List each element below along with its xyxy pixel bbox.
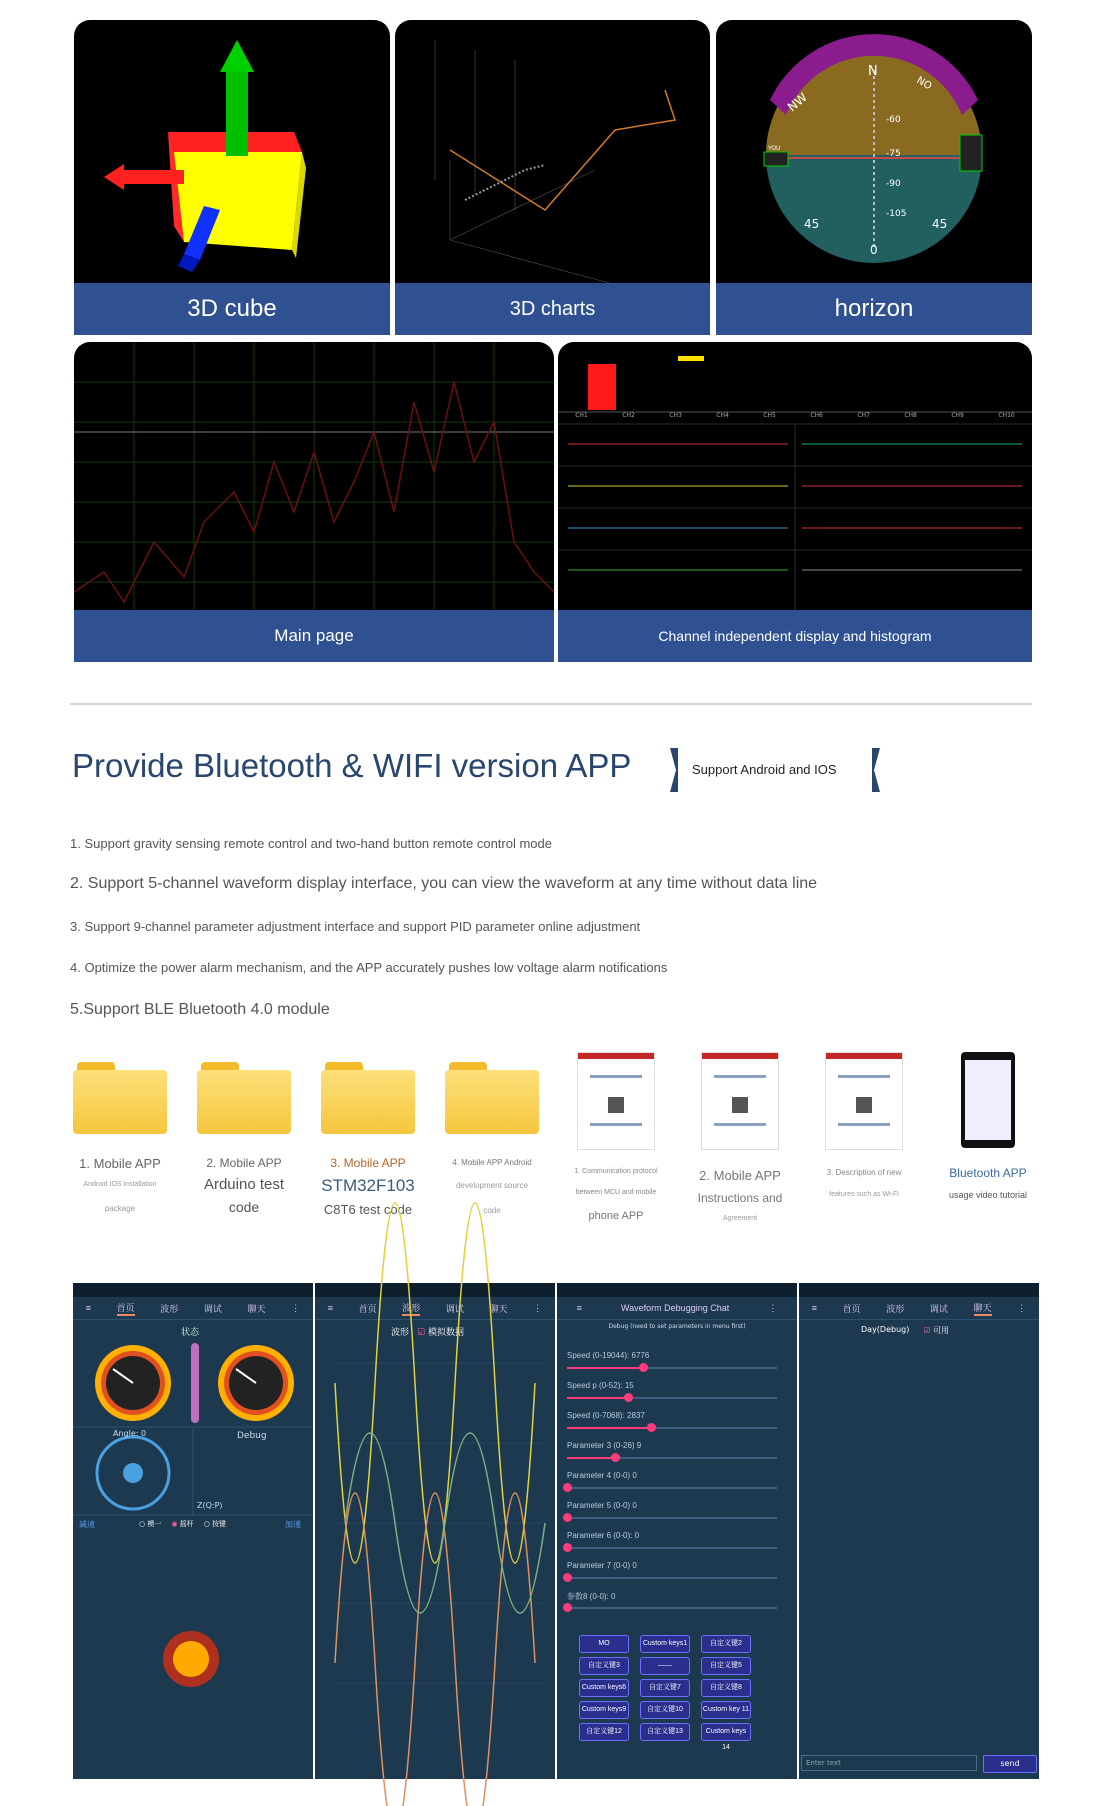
horizon-you: YOU [768, 145, 781, 152]
menu-icon[interactable]: ≡ [811, 1303, 818, 1313]
download-subtitle: code [483, 1206, 501, 1215]
status-bar [557, 1283, 797, 1297]
download-subtitle: Instructions and [697, 1191, 783, 1205]
parameter-slider[interactable] [567, 1427, 777, 1429]
menu-icon[interactable]: ≡ [327, 1303, 334, 1313]
slider-fill [567, 1367, 643, 1369]
feature-item: 3. Support 9-channel parameter adjustment interface and support PID parameter online adjustment [70, 919, 641, 934]
channel-tab[interactable]: CH2 [622, 412, 635, 419]
slider-thumb[interactable] [563, 1513, 572, 1522]
wave-label: 波形 [391, 1328, 410, 1338]
download-subtitle: Arduino test [203, 1176, 285, 1193]
download-title: 1. Mobile APP [79, 1156, 161, 1171]
slider-thumb[interactable] [563, 1573, 572, 1582]
channel-tab[interactable]: CH9 [951, 412, 964, 419]
app-tabs [557, 1297, 797, 1320]
download-item[interactable] [61, 1062, 179, 1213]
waveform-plot [315, 1283, 555, 1779]
tile-main-page[interactable] [74, 342, 554, 662]
horizon-tick: -90 [886, 179, 901, 189]
custom-key-button[interactable]: 自定义键2 [701, 1635, 751, 1653]
channel-tab[interactable]: CH3 [669, 412, 682, 419]
download-subtitle: between MCU and mobile [575, 1189, 657, 1196]
slider-thumb[interactable] [563, 1543, 572, 1552]
slider-thumb[interactable] [647, 1423, 656, 1432]
channel-tab[interactable]: CH4 [716, 412, 729, 419]
download-item[interactable] [185, 1062, 303, 1215]
parameter-slider[interactable] [567, 1487, 777, 1489]
speed-up-button[interactable]: 加速 [285, 1520, 301, 1529]
channel-tab[interactable]: CH7 [857, 412, 870, 419]
tab-wave[interactable]: 波形 [886, 1303, 905, 1314]
more-icon[interactable]: ⋮ [1017, 1302, 1027, 1313]
channel-tab[interactable]: CH6 [810, 412, 823, 419]
mode-radio-group [139, 1519, 226, 1529]
custom-key-button[interactable]: 自定义键13 [640, 1723, 690, 1741]
download-subtitle: code [228, 1199, 260, 1215]
slider-thumb[interactable] [563, 1603, 572, 1612]
horizon-bottom-right: 45 [932, 217, 948, 231]
custom-key-button[interactable]: 自定义键7 [640, 1679, 690, 1697]
custom-key-button[interactable]: Custom keys9 [579, 1701, 629, 1719]
mode-radio[interactable]: ◉ 摇杆 [171, 1520, 194, 1528]
slider-fill [567, 1427, 651, 1429]
download-subtitle: phone APP [588, 1210, 644, 1222]
tab-debug[interactable]: 调试 [929, 1303, 948, 1314]
more-icon[interactable]: ⋮ [768, 1302, 778, 1313]
menu-icon[interactable]: ≡ [85, 1303, 92, 1313]
document-icon [577, 1052, 655, 1150]
tab-chat[interactable]: 聊天 [974, 1301, 992, 1316]
document-icon [825, 1052, 903, 1150]
slider-fill [567, 1397, 628, 1399]
tile-label-band [74, 283, 390, 335]
channel-tab[interactable]: CH1 [575, 412, 588, 419]
slider-label: Speed (0-19044): 6776 [567, 1351, 650, 1360]
custom-key-button[interactable]: 自定义键8 [701, 1679, 751, 1697]
slider-thumb[interactable] [639, 1363, 648, 1372]
download-title: 2. Mobile APP [206, 1156, 282, 1170]
folder-icon [321, 1062, 415, 1134]
status-bar [799, 1283, 1039, 1297]
horizon-no: NO [914, 75, 934, 93]
parameter-slider[interactable] [567, 1457, 777, 1459]
tile-label-band [74, 610, 554, 662]
download-subtitle: development source [455, 1181, 529, 1190]
tile-horizon[interactable] [716, 20, 1032, 335]
slider-label: Speed (0-7068): 2837 [567, 1411, 645, 1420]
phone-screenshot-home [73, 1283, 313, 1779]
section-heading: Provide Bluetooth & WIFI version APP [72, 747, 632, 784]
tab-chat[interactable]: 聊天 [489, 1303, 508, 1314]
horizon-tick: -75 [886, 149, 901, 159]
download-subtitle: STM32F103 [321, 1176, 415, 1195]
folder-icon [73, 1062, 167, 1134]
channel-tabs [558, 412, 1032, 419]
menu-icon[interactable]: ≡ [576, 1303, 582, 1313]
tab-wave[interactable]: 波形 [160, 1303, 179, 1314]
phone-screenshot-debug [557, 1283, 797, 1779]
platform-badge [668, 748, 882, 792]
mode-radio[interactable]: ○ 模一 [139, 1520, 162, 1528]
phone-video-icon [961, 1052, 1015, 1148]
horizon-nw: NW [784, 90, 810, 115]
download-subtitle: package [104, 1204, 136, 1213]
horizon-bottom-left: 45 [804, 217, 820, 231]
custom-key-button[interactable]: 自定义键12 [579, 1723, 629, 1741]
more-icon[interactable]: ⋮ [291, 1302, 301, 1313]
feature-item: 5.Support BLE Bluetooth 4.0 module [70, 1001, 330, 1018]
tile-title: Main page [274, 626, 354, 645]
debug-subtitle: Debug (need to set parameters in menu first) [608, 1323, 746, 1330]
custom-key-button[interactable]: Custom keys 14 [701, 1723, 751, 1741]
channel-tab[interactable]: CH8 [904, 412, 917, 419]
tile-channel-display[interactable] [558, 342, 1032, 662]
phone-screenshot-wave [315, 1283, 555, 1779]
tab-chat[interactable]: 聊天 [247, 1303, 266, 1314]
download-subtitle: C8T6 test code [323, 1202, 413, 1217]
angle-label: Angle: 0 [113, 1429, 147, 1438]
day-debug-label: Day(Debug) [861, 1325, 910, 1334]
simulate-checkbox[interactable]: ☑ 模拟数据 [417, 1328, 464, 1338]
tab-home[interactable]: 首页 [358, 1303, 377, 1314]
channel-tab[interactable]: CH5 [763, 412, 776, 419]
slider-label: Parameter 6 (0-0): 0 [567, 1531, 640, 1540]
tab-debug[interactable]: 调试 [203, 1303, 222, 1314]
slider-label: Parameter 5 (0-0) 0 [567, 1501, 637, 1510]
status-label: 状态 [181, 1328, 200, 1338]
chat-input[interactable]: Enter text [801, 1755, 977, 1771]
download-item[interactable] [805, 1052, 923, 1198]
custom-key-button[interactable]: Custom keys1 [640, 1635, 690, 1653]
parameter-slider[interactable] [567, 1517, 777, 1519]
download-subtitle: features such as Wi-Fi [829, 1191, 899, 1198]
tile-title: 3D cube [187, 295, 277, 322]
custom-key-button[interactable]: Custom key 11 [701, 1701, 751, 1719]
tile-label-band [395, 283, 710, 335]
custom-key-button[interactable]: MO [579, 1635, 629, 1653]
page-title: Waveform Debugging Chat [621, 1303, 730, 1313]
feature-item: 1. Support gravity sensing remote control and two-hand button remote control mode [70, 836, 552, 851]
custom-key-button[interactable]: 自定义键5 [701, 1657, 751, 1675]
app-tabs [799, 1297, 1039, 1320]
horizon-bottom-mid: 0 [870, 243, 878, 257]
slider-thumb[interactable] [624, 1393, 633, 1402]
download-item[interactable] [309, 1062, 427, 1217]
download-item[interactable] [681, 1052, 799, 1222]
slider-fill [567, 1457, 615, 1459]
badge-text: Support Android and IOS [692, 762, 837, 777]
feature-item: 4. Optimize the power alarm mechanism, and the APP accurately pushes low voltage alarm notifications [70, 960, 668, 975]
download-item[interactable] [433, 1062, 551, 1215]
phone-screenshot-chat [799, 1283, 1039, 1779]
tab-home[interactable]: 首页 [842, 1303, 861, 1314]
download-item[interactable] [557, 1052, 675, 1222]
horizon-tick: -60 [886, 115, 901, 125]
download-title: 4. Mobile APP Android [452, 1158, 532, 1167]
channel-tab[interactable]: CH10 [998, 412, 1015, 419]
slider-label: 参数8 (0-0): 0 [567, 1592, 616, 1601]
dashboard-gauges [73, 1283, 313, 1779]
tile-label-band [558, 610, 1032, 662]
slider-label: Speed p (0-52): 15 [567, 1381, 634, 1390]
send-button[interactable]: send [983, 1755, 1037, 1773]
more-icon[interactable]: ⋮ [533, 1302, 543, 1313]
debug-label: Debug [237, 1431, 267, 1441]
slider-label: Parameter 7 (0-0) 0 [567, 1561, 637, 1570]
tile-3d-charts[interactable] [395, 20, 710, 335]
slider-thumb[interactable] [611, 1453, 620, 1462]
zqp-label: Z(Q:P) [197, 1501, 223, 1510]
tab-home[interactable]: 首页 [117, 1301, 135, 1316]
tab-wave[interactable]: 波形 [402, 1301, 420, 1316]
parameter-slider[interactable] [567, 1367, 777, 1369]
folder-icon [197, 1062, 291, 1134]
slider-label: Parameter 3 (0-26) 9 [567, 1441, 642, 1450]
download-title: Bluetooth APP [949, 1166, 1027, 1180]
feature-item: 2. Support 5-channel waveform display interface, you can view the waveform at any time without data line [70, 875, 818, 892]
parameter-slider[interactable] [567, 1577, 777, 1579]
download-title: 1. Communication protocol [574, 1168, 658, 1175]
tab-debug[interactable]: 调试 [445, 1303, 464, 1314]
download-subtitle: usage video tutorial [948, 1190, 1028, 1200]
chat-header [861, 1325, 949, 1336]
custom-key-button[interactable]: 自定义键10 [640, 1701, 690, 1719]
download-subtitle: Agreement [722, 1215, 758, 1222]
tile-title: 3D charts [509, 298, 596, 320]
available-checkbox[interactable]: ☑ 可用 [923, 1326, 950, 1335]
section-divider [70, 703, 1032, 705]
folder-icon [445, 1062, 539, 1134]
download-title: 2. Mobile APP [699, 1168, 781, 1183]
slider-thumb[interactable] [563, 1483, 572, 1492]
custom-key-button[interactable]: 自定义键3 [579, 1657, 629, 1675]
custom-key-button[interactable]: —— [640, 1657, 690, 1675]
document-icon [701, 1052, 779, 1150]
custom-key-button[interactable]: Custom keys6 [579, 1679, 629, 1697]
download-subtitle: Android IOS installation [83, 1181, 157, 1188]
tile-label-band [716, 283, 1032, 335]
tile-3d-cube[interactable] [74, 20, 390, 335]
download-title: 3. Mobile APP [330, 1156, 406, 1170]
parameter-slider[interactable] [567, 1547, 777, 1549]
parameter-slider[interactable] [567, 1397, 777, 1399]
mode-radio[interactable]: ○ 按键 [203, 1520, 227, 1528]
slow-down-button[interactable]: 减速 [79, 1520, 95, 1529]
slider-label: Parameter 4 (0-0) 0 [567, 1471, 637, 1480]
horizon-tick: -105 [886, 209, 907, 219]
download-title: 3. Description of new [826, 1168, 902, 1177]
download-item[interactable] [929, 1052, 1047, 1200]
tile-title: horizon [834, 295, 914, 322]
parameter-slider[interactable] [567, 1607, 777, 1609]
horizon-n: N [868, 64, 878, 79]
tile-title: Channel independent display and histogram [658, 628, 932, 644]
